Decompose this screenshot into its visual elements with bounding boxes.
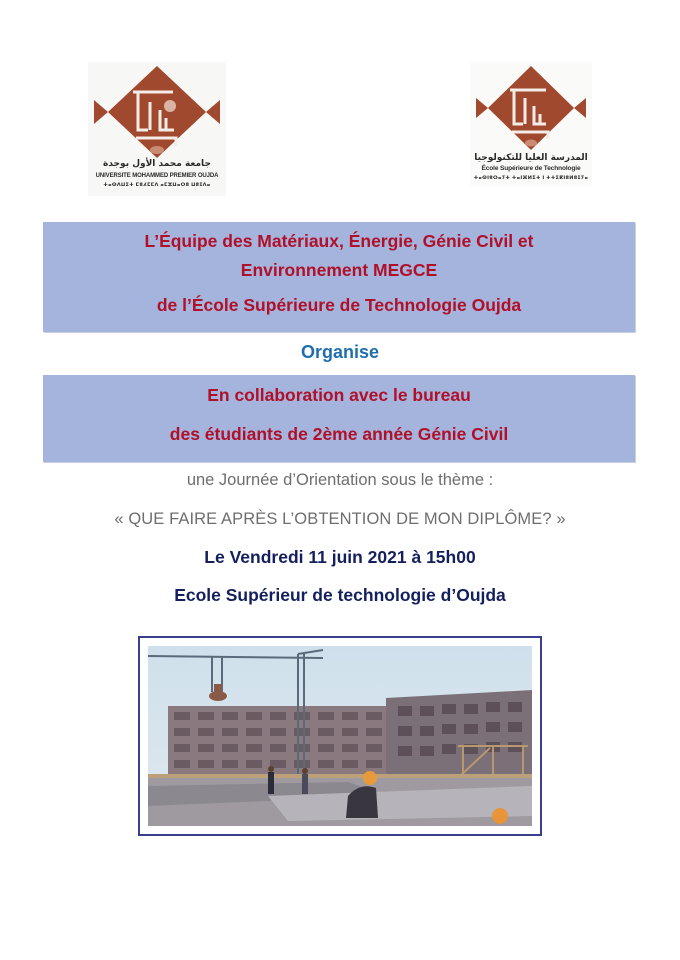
university-latin-name: UNIVERSITE MOHAMMED PREMIER OUJDA	[95, 173, 219, 179]
university-tifinagh-name: ⵜⴰⵙⴷⵡⵉⵜ ⵎⵓⵃⵎⵎⴷ ⴰⵎⵣⵡⴰⵔⵓ ⵡⵓⵊⴷⴰ	[103, 182, 211, 188]
organizer-line-2: Environnement MEGCE	[240, 260, 438, 280]
organise-label: Organise	[300, 342, 380, 362]
collaboration-line-1: En collaboration avec le bureau	[207, 385, 471, 405]
university-arabic-name: جامعة محمد الأول بوجدة	[103, 159, 211, 169]
collaboration-line-2: des étudiants de 2ème année Génie Civil	[169, 424, 509, 444]
event-theme: « QUE FAIRE APRÈS L’OBTENTION DE MON DIPLÔME? »	[114, 510, 566, 528]
university-logo	[88, 62, 226, 196]
organizer-line-1: L’Équipe des Matériaux, Énergie, Génie Civil et	[144, 231, 534, 251]
construction-site-photo	[148, 646, 532, 826]
est-emblem-icon	[470, 62, 592, 154]
organizer-banner	[43, 222, 635, 332]
est-logo	[470, 62, 592, 186]
est-arabic-name: المدرسة العليا للتكنولوجيا	[474, 153, 588, 163]
event-date: Le Vendredi 11 juin 2021 à 15h00	[204, 547, 476, 567]
est-tifinagh-name: ⵜⴰⵙⵏⵓⵔⴰⵢⵜ ⵜⴰⵏⴼⵍⵉⵜ ⵏ ⵜⵜⵉⴽⵏⵓⵍⵓⵊⵢⴰ	[473, 175, 589, 181]
event-place: Ecole Supérieur de technologie d’Oujda	[174, 585, 506, 605]
event-intro: une Journée d’Orientation sous le thème :	[186, 471, 494, 489]
university-emblem-icon	[88, 62, 226, 162]
est-latin-name: École Supérieure de Technologie	[481, 165, 581, 172]
photo-frame	[138, 636, 542, 836]
collaboration-banner	[43, 375, 635, 462]
organizer-line-3: de l’École Supérieure de Technologie Oujda	[156, 295, 522, 315]
